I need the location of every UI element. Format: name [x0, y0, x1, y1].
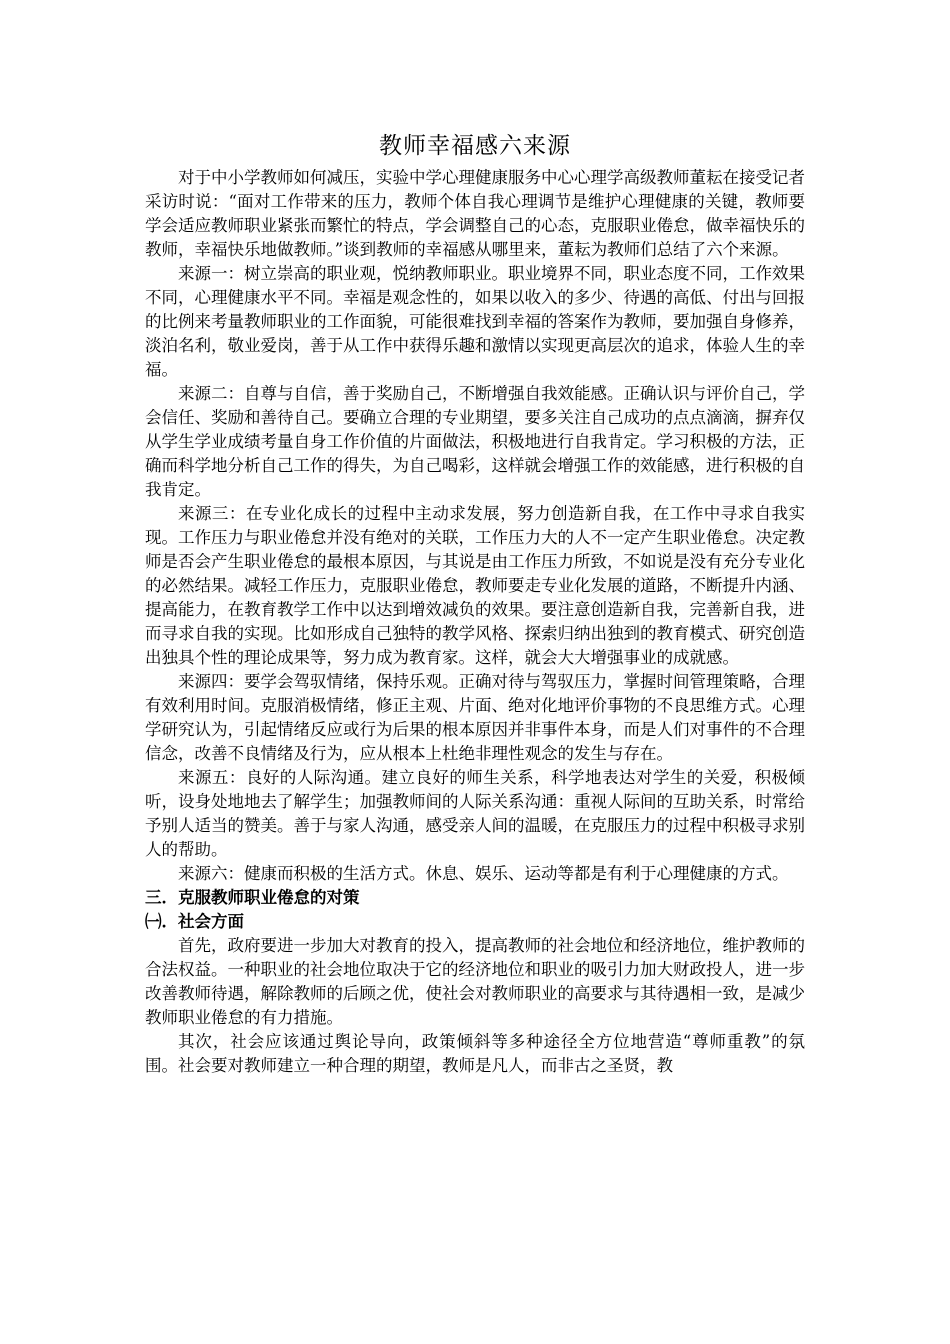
document-title: 教师幸福感六来源 — [379, 133, 571, 159]
source-two-paragraph: 来源二：自尊与自信，善于奖励自己，不断增强自我效能感。正确认识与评价自己，学会信任、奖励和善待自己。要确立合理的专业期望，要多关注自己成功的点点滴滴，摒弃仅从学生学业成绩考量自身工作价值的片面做法，积极地进行自我肯定。学习积极的方法，正确而科学地分析自己工作的得失，为自己喝彩，这样就会增强工作的效能感，进行积极的自我肯定。 — [145, 384, 805, 499]
source-one-paragraph: 来源一：树立崇高的职业观，悦纳教师职业。职业境界不同，职业态度不同，工作效果不同，心理健康水平不同。幸福是观念性的，如果以收入的多少、待遇的高低、付出与回报的比例来考量教师职业的工作面貌，可能很难找到幸福的答案作为教师，要加强自身修养，淡泊名利，敬业爱岗，善于从工作中获得乐趣和激情以实现更高层次的追求，体验人生的幸福。 — [145, 264, 805, 379]
subsection-heading-social: ㈠．社会方面 — [145, 912, 244, 931]
social-paragraph-second: 其次，社会应该通过舆论导向，政策倾斜等多种途径全方位地营造“尊师重教”的氛围。社会要对教师建立一种合理的期望，教师是凡人，而非古之圣贤，教 — [145, 1032, 805, 1075]
source-three-paragraph: 来源三：在专业化成长的过程中主动求发展，努力创造新自我，在工作中寻求自我实现。工作压力与职业倦怠并没有绝对的关联，工作压力大的人不一定产生职业倦怠。决定教师是否会产生职业倦怠的最根本原因，与其说是由工作压力所致，不如说是没有充分专业化的必然结果。减轻工作压力，克服职业倦怠，教师要走专业化发展的道路，不断提升内涵、提高能力，在教育教学工作中以达到增效减负的效果。要注意创造新自我，完善新自我，进而寻求自我的实现。比如形成自己独特的教学风格、探索归纳出独到的教育模式、研究创造出独具个性的理论成果等，努力成为教育家。这样，就会大大增强事业的成就感。 — [145, 504, 805, 667]
source-four-paragraph: 来源四：要学会驾驭情绪，保持乐观。正确对待与驾驭压力，掌握时间管理策略，合理有效利用时间。克服消极情绪，修正主观、片面、绝对化地评价事物的不良思维方式。心理学研究认为，引起情绪反应或行为后果的根本原因并非事件本身，而是人们对事件的不合理信念，改善不良情绪及行为，应从根本上杜绝非理性观念的发生与存在。 — [145, 672, 805, 763]
source-six-paragraph: 来源六：健康而积极的生活方式。休息、娱乐、运动等都是有利于心理健康的方式。 — [178, 864, 789, 883]
intro-paragraph: 对于中小学教师如何减压，实验中学心理健康服务中心心理学高级教师董耘在接受记者采访时说：“面对工作带来的压力，教师个体自我心理调节是维护心理健康的关键，教师要学会适应教师职业紧张而繁忙的特点，学会调整自己的心态，克服职业倦怠，做幸福快乐的教师，幸福快乐地做教师。”谈到教师的幸福感从哪里来，董耘为教师们总结了六个来源。 — [145, 168, 805, 259]
section-heading-countermeasures: 三．克服教师职业倦怠的对策 — [145, 888, 360, 907]
social-paragraph-first: 首先，政府要进一步加大对教育的投入，提高教师的社会地位和经济地位，维护教师的合法权益。一种职业的社会地位取决于它的经济地位和职业的吸引力加大财政投人，进一步改善教师待遇，解除教师的后顾之优，使社会对教师职业的高要求与其待遇相一致，是减少教师职业倦怠的有力措施。 — [145, 936, 805, 1027]
source-five-paragraph: 来源五：良好的人际沟通。建立良好的师生关系，科学地表达对学生的关爱，积极倾听，设身处地地去了解学生；加强教师间的人际关系沟通：重视人际间的互助关系，时常给予别人适当的赞美。善于与家人沟通，感受亲人间的温暖，在克服压力的过程中积极寻求别人的帮助。 — [145, 768, 805, 859]
